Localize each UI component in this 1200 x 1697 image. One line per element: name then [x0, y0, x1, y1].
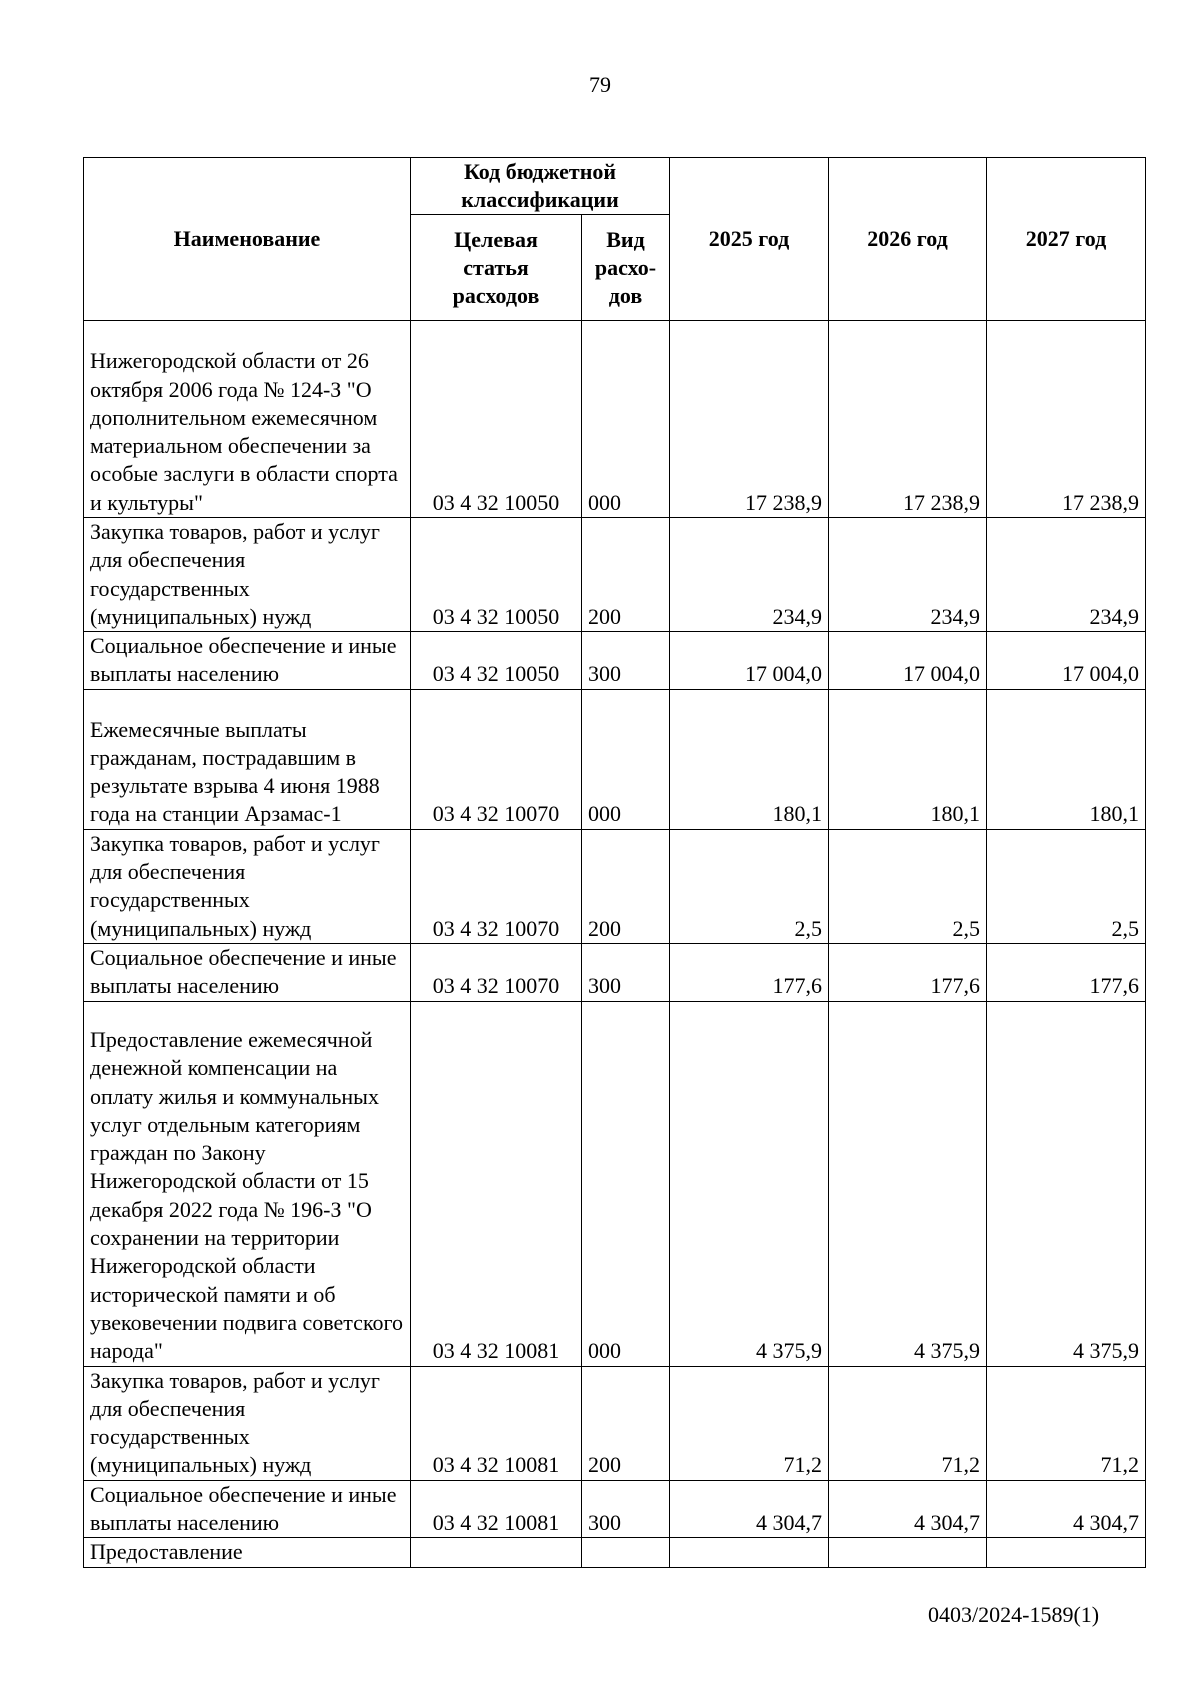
row-expense-type: 300: [582, 943, 670, 1001]
row-amount-2025: 71,2: [670, 1366, 829, 1480]
row-amount-2025: 4 375,9: [670, 1001, 829, 1366]
table-row: [84, 321, 1146, 518]
row-amount-2026: 2,5: [829, 829, 987, 943]
row-amount-2025: 17 004,0: [670, 632, 829, 690]
row-amount-2027: 177,6: [987, 943, 1146, 1001]
row-name: Закупка товаров, работ и услуг для обеспечения государственных (муниципальных) нужд: [84, 1366, 411, 1480]
row-target-code: 03 4 32 10070: [411, 943, 582, 1001]
row-amount-2026: 4 304,7: [829, 1480, 987, 1538]
row-amount-2025: 2,5: [670, 829, 829, 943]
row-name: Закупка товаров, работ и услуг для обеспечения государственных (муниципальных) нужд: [84, 518, 411, 632]
row-amount-2026: 4 375,9: [829, 1001, 987, 1366]
row-name: Социальное обеспечение и иные выплаты населению: [84, 943, 411, 1001]
row-name: Ежемесячные выплаты гражданам, пострадавшим в результате взрыва 4 июня 1988 года на станции Арзамас-1: [84, 689, 411, 829]
row-amount-2026: 17 004,0: [829, 632, 987, 690]
row-amount-2025: 4 304,7: [670, 1480, 829, 1538]
budget-table: [83, 157, 1146, 1568]
row-target-code: 03 4 32 10081: [411, 1366, 582, 1480]
row-target-code: 03 4 32 10050: [411, 321, 582, 518]
document-number: 0403/2024-1589(1): [928, 1602, 1100, 1627]
row-expense-type: 300: [582, 632, 670, 690]
table-body: [84, 321, 1146, 1568]
header-name: Наименование: [84, 158, 411, 321]
page-number: 79: [589, 72, 611, 97]
row-amount-2026: 177,6: [829, 943, 987, 1001]
header-2026: 2026 год: [829, 158, 987, 321]
row-amount-2027: 180,1: [987, 689, 1146, 829]
row-expense-type: 300: [582, 1480, 670, 1538]
row-amount-2027: 17 004,0: [987, 632, 1146, 690]
table-header: [84, 158, 1146, 321]
row-target-code: 03 4 32 10081: [411, 1480, 582, 1538]
row-amount-2025: 17 238,9: [670, 321, 829, 518]
row-target-code: 03 4 32 10050: [411, 632, 582, 690]
row-amount-2025: 177,6: [670, 943, 829, 1001]
header-kbk: Код бюджетной классификации: [411, 158, 670, 215]
header-type: Вид расхо-дов: [582, 215, 670, 321]
row-expense-type: 200: [582, 518, 670, 632]
row-name: Предоставление: [84, 1538, 411, 1567]
row-amount-2026: [829, 1538, 987, 1567]
row-amount-2025: 180,1: [670, 689, 829, 829]
header-2025: 2025 год: [670, 158, 829, 321]
row-name: Закупка товаров, работ и услуг для обеспечения государственных (муниципальных) нужд: [84, 829, 411, 943]
table-row: [84, 1538, 1146, 1567]
header-2027: 2027 год: [987, 158, 1146, 321]
row-amount-2027: 234,9: [987, 518, 1146, 632]
header-target: Целевая статья расходов: [411, 215, 582, 321]
table-row: [84, 632, 1146, 690]
row-expense-type: 200: [582, 829, 670, 943]
row-name: Нижегородской области от 26 октября 2006 года № 124-З "О дополнительном ежемесячном материальном обеспечении за особые заслуги в области спорта и культуры": [84, 321, 411, 518]
row-target-code: 03 4 32 10050: [411, 518, 582, 632]
row-name: Социальное обеспечение и иные выплаты населению: [84, 632, 411, 690]
row-expense-type: 000: [582, 689, 670, 829]
table-row: [84, 1480, 1146, 1538]
row-amount-2027: 2,5: [987, 829, 1146, 943]
row-amount-2026: 234,9: [829, 518, 987, 632]
row-amount-2025: 234,9: [670, 518, 829, 632]
table-row: [84, 943, 1146, 1001]
row-amount-2026: 180,1: [829, 689, 987, 829]
row-expense-type: 200: [582, 1366, 670, 1480]
row-target-code: 03 4 32 10081: [411, 1001, 582, 1366]
row-amount-2026: 17 238,9: [829, 321, 987, 518]
table-row: [84, 689, 1146, 829]
row-amount-2027: 4 375,9: [987, 1001, 1146, 1366]
table-row: [84, 1366, 1146, 1480]
table-row: [84, 829, 1146, 943]
row-amount-2026: 71,2: [829, 1366, 987, 1480]
row-target-code: 03 4 32 10070: [411, 829, 582, 943]
table-row: [84, 518, 1146, 632]
row-amount-2027: 17 238,9: [987, 321, 1146, 518]
row-amount-2027: [987, 1538, 1146, 1567]
row-expense-type: 000: [582, 321, 670, 518]
row-amount-2027: 71,2: [987, 1366, 1146, 1480]
table-row: [84, 1001, 1146, 1366]
row-target-code: 03 4 32 10070: [411, 689, 582, 829]
row-name: Предоставление ежемесячной денежной компенсации на оплату жилья и коммунальных услуг отдельным категориям граждан по Закону Нижегородской области от 15 декабря 2022 года № 196-З "О сохранении на территории Нижегородской области исторической памяти и об увековечении подвига советского народа": [84, 1001, 411, 1366]
row-amount-2027: 4 304,7: [987, 1480, 1146, 1538]
row-amount-2025: [670, 1538, 829, 1567]
row-target-code: [411, 1538, 582, 1567]
row-expense-type: [582, 1538, 670, 1567]
row-name: Социальное обеспечение и иные выплаты населению: [84, 1480, 411, 1538]
row-expense-type: 000: [582, 1001, 670, 1366]
